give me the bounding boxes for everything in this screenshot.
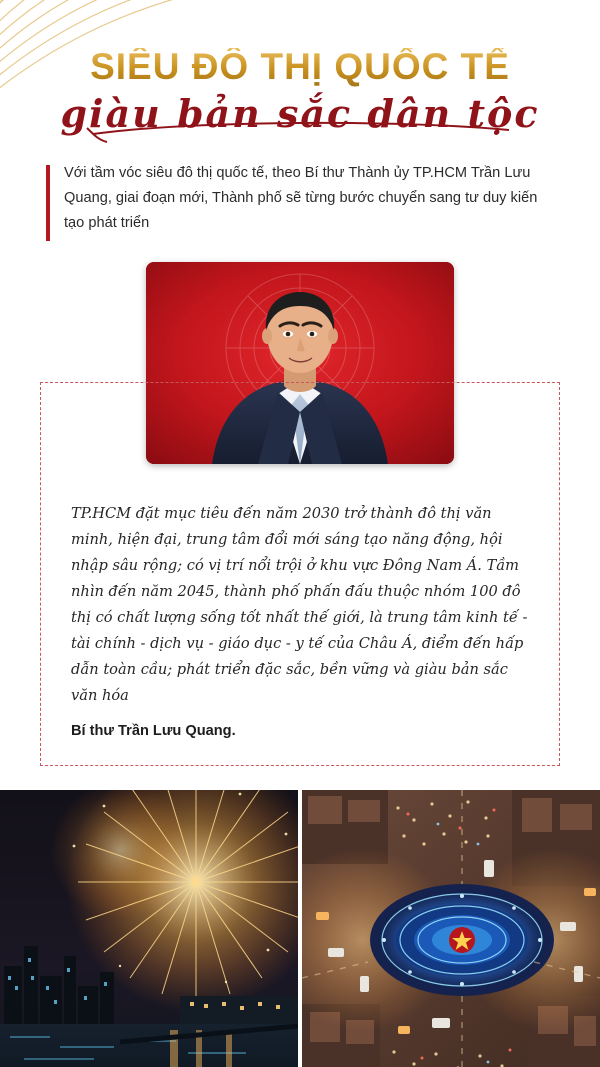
page-subtitle: giàu bản sắc dân tộc (60, 90, 540, 136)
quote-box (40, 382, 560, 766)
lead-accent-bar (46, 165, 50, 241)
quote-attribution: Bí thư Trần Lưu Quang. (71, 722, 236, 739)
fireworks-illustration (0, 790, 298, 1067)
street-aerial-illustration (302, 790, 600, 1067)
photo-row (0, 790, 600, 1067)
photo-fireworks (0, 790, 298, 1067)
photo-street-aerial (302, 790, 600, 1067)
quote-text: TP.HCM đặt mục tiêu đến năm 2030 trở thành đô thị văn minh, hiện đại, trung tâm đổi mới sáng tạo năng động, hội nhập sâu rộng; có vị trí nổi trội ở khu vực Đông Nam Á. Tầm nhìn đến năm 2045, thành phố phấn đấu thuộc nhóm 100 đô thị có chất lượng sống tốt nhất thế giới, là trung tâm kinh tế - tài chính - dịch vụ - giáo dục - y tế của Châu Á, điểm đến hấp dẫn toàn cầu; phát triển đặc sắc, bền vững và giàu bản sắc văn hóa (71, 504, 528, 704)
page-header (0, 0, 600, 135)
lead-paragraph-block (46, 161, 554, 236)
page-title: SIÊU ĐÔ THỊ QUỐC TẾ (40, 48, 560, 87)
lead-paragraph: Với tầm vóc siêu đô thị quốc tế, theo Bí thư Thành ủy TP.HCM Trần Lưu Quang, giai đoạn mới, Thành phố sẽ từng bước chuyển sang tư duy kiến tạo phát triển (64, 164, 538, 231)
